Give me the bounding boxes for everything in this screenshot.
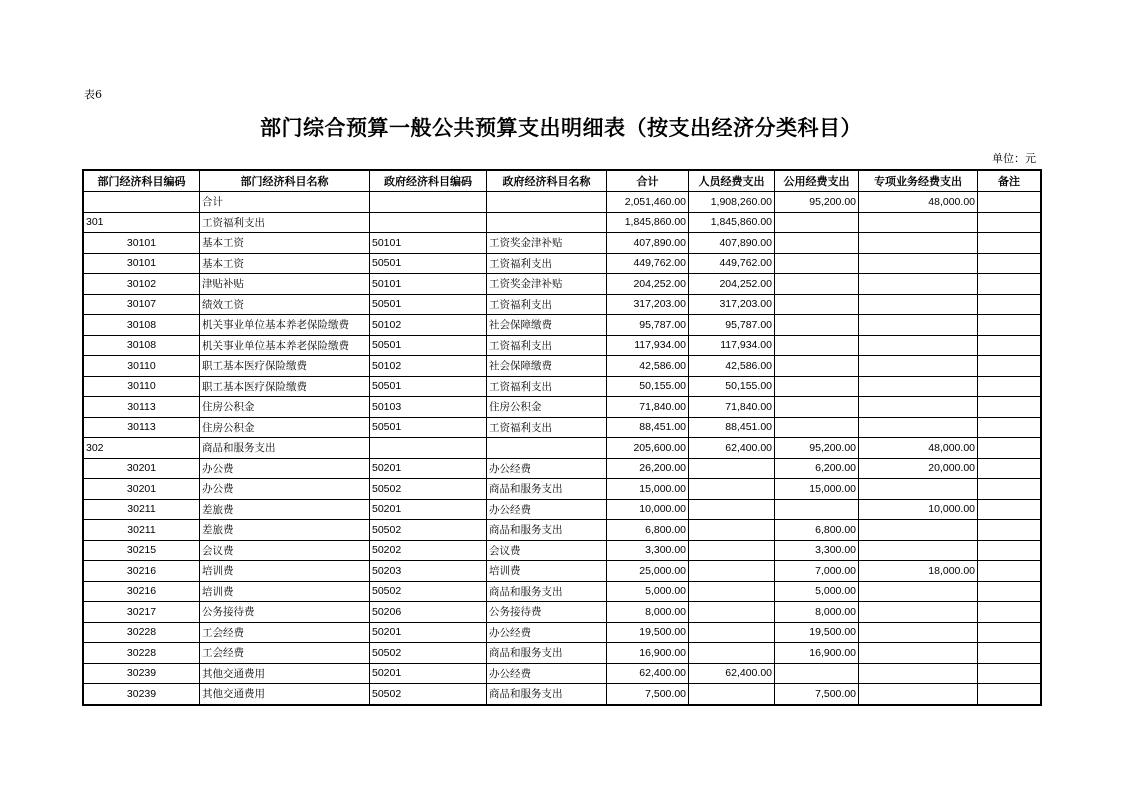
cell-total: 2,051,460.00 <box>607 192 689 213</box>
header-note: 备注 <box>978 171 1041 192</box>
cell-public: 6,200.00 <box>775 458 859 479</box>
cell-note <box>978 417 1041 438</box>
cell-dept-name: 差旅费 <box>200 499 370 520</box>
cell-gov-name: 商品和服务支出 <box>487 643 607 664</box>
cell-dept-name: 机关事业单位基本养老保险缴费 <box>200 315 370 336</box>
cell-gov-code: 50201 <box>370 499 487 520</box>
cell-public: 3,300.00 <box>775 540 859 561</box>
cell-public <box>775 356 859 377</box>
cell-dept-name: 培训费 <box>200 561 370 582</box>
cell-public: 19,500.00 <box>775 622 859 643</box>
cell-total: 19,500.00 <box>607 622 689 643</box>
cell-dept-code: 30110 <box>84 356 200 377</box>
cell-dept-name: 培训费 <box>200 581 370 602</box>
cell-personnel: 204,252.00 <box>689 274 775 295</box>
cell-public <box>775 376 859 397</box>
cell-total: 62,400.00 <box>607 663 689 684</box>
cell-dept-code: 301 <box>84 212 200 233</box>
cell-public <box>775 294 859 315</box>
cell-total: 317,203.00 <box>607 294 689 315</box>
cell-special <box>859 581 978 602</box>
cell-special <box>859 417 978 438</box>
cell-note <box>978 253 1041 274</box>
cell-total: 50,155.00 <box>607 376 689 397</box>
header-public: 公用经费支出 <box>775 171 859 192</box>
cell-note <box>978 315 1041 336</box>
cell-special <box>859 684 978 705</box>
cell-dept-code: 30108 <box>84 315 200 336</box>
cell-gov-code: 50501 <box>370 253 487 274</box>
cell-gov-name: 工资福利支出 <box>487 253 607 274</box>
table-row <box>84 376 1041 397</box>
cell-gov-code: 50101 <box>370 274 487 295</box>
cell-dept-code: 30101 <box>84 233 200 254</box>
cell-personnel <box>689 602 775 623</box>
cell-note <box>978 622 1041 643</box>
cell-special <box>859 376 978 397</box>
cell-dept-name: 差旅费 <box>200 520 370 541</box>
header-total: 合计 <box>607 171 689 192</box>
cell-personnel: 62,400.00 <box>689 438 775 459</box>
cell-special <box>859 335 978 356</box>
table-row <box>84 622 1041 643</box>
table-number: 表6 <box>84 88 102 101</box>
cell-dept-name: 商品和服务支出 <box>200 438 370 459</box>
cell-dept-code: 30228 <box>84 622 200 643</box>
cell-gov-name: 办公经费 <box>487 663 607 684</box>
cell-note <box>978 274 1041 295</box>
cell-personnel <box>689 622 775 643</box>
table-row <box>84 458 1041 479</box>
cell-public <box>775 212 859 233</box>
cell-special <box>859 540 978 561</box>
table-row <box>84 499 1041 520</box>
cell-gov-name: 商品和服务支出 <box>487 520 607 541</box>
cell-gov-name: 住房公积金 <box>487 397 607 418</box>
cell-note <box>978 643 1041 664</box>
cell-gov-name: 工资奖金津补贴 <box>487 233 607 254</box>
header-gov-name: 政府经济科目名称 <box>487 171 607 192</box>
cell-total: 407,890.00 <box>607 233 689 254</box>
cell-special <box>859 622 978 643</box>
cell-total: 42,586.00 <box>607 356 689 377</box>
cell-public <box>775 335 859 356</box>
page-title: 部门综合预算一般公共预算支出明细表（按支出经济分类科目） <box>260 116 862 140</box>
cell-public: 95,200.00 <box>775 192 859 213</box>
cell-public <box>775 274 859 295</box>
cell-note <box>978 192 1041 213</box>
cell-note <box>978 335 1041 356</box>
cell-gov-code: 50501 <box>370 335 487 356</box>
cell-gov-code: 50103 <box>370 397 487 418</box>
cell-dept-name: 机关事业单位基本养老保险缴费 <box>200 335 370 356</box>
cell-gov-name: 公务接待费 <box>487 602 607 623</box>
cell-total: 449,762.00 <box>607 253 689 274</box>
cell-note <box>978 212 1041 233</box>
cell-public: 15,000.00 <box>775 479 859 500</box>
cell-personnel: 42,586.00 <box>689 356 775 377</box>
cell-dept-name: 办公费 <box>200 458 370 479</box>
cell-special <box>859 520 978 541</box>
cell-public <box>775 233 859 254</box>
cell-gov-name: 会议费 <box>487 540 607 561</box>
cell-total: 95,787.00 <box>607 315 689 336</box>
cell-total: 5,000.00 <box>607 581 689 602</box>
cell-dept-name: 合计 <box>200 192 370 213</box>
table-row <box>84 335 1041 356</box>
table-row <box>84 315 1041 336</box>
cell-personnel: 117,934.00 <box>689 335 775 356</box>
cell-dept-code: 30201 <box>84 458 200 479</box>
cell-special <box>859 212 978 233</box>
cell-note <box>978 520 1041 541</box>
cell-gov-name <box>487 192 607 213</box>
cell-personnel: 88,451.00 <box>689 417 775 438</box>
cell-gov-code: 50502 <box>370 581 487 602</box>
cell-gov-code: 50502 <box>370 643 487 664</box>
cell-gov-name: 工资福利支出 <box>487 376 607 397</box>
cell-gov-code: 50102 <box>370 356 487 377</box>
cell-total: 8,000.00 <box>607 602 689 623</box>
cell-special <box>859 274 978 295</box>
cell-dept-name: 办公费 <box>200 479 370 500</box>
cell-note <box>978 376 1041 397</box>
unit-label: 单位：元 <box>992 152 1036 165</box>
cell-total: 15,000.00 <box>607 479 689 500</box>
cell-special: 10,000.00 <box>859 499 978 520</box>
total-row <box>84 192 1041 213</box>
cell-dept-name: 基本工资 <box>200 253 370 274</box>
table-row <box>84 397 1041 418</box>
cell-personnel: 95,787.00 <box>689 315 775 336</box>
cell-special <box>859 643 978 664</box>
cell-gov-name: 培训费 <box>487 561 607 582</box>
cell-total: 7,500.00 <box>607 684 689 705</box>
cell-personnel <box>689 479 775 500</box>
cell-total: 16,900.00 <box>607 643 689 664</box>
cell-total: 10,000.00 <box>607 499 689 520</box>
cell-dept-code: 30108 <box>84 335 200 356</box>
cell-dept-code: 30217 <box>84 602 200 623</box>
cell-total: 71,840.00 <box>607 397 689 418</box>
table-row <box>84 274 1041 295</box>
cell-dept-code: 30201 <box>84 479 200 500</box>
cell-personnel <box>689 520 775 541</box>
group-row <box>84 212 1041 233</box>
cell-personnel: 50,155.00 <box>689 376 775 397</box>
table-row <box>84 581 1041 602</box>
cell-gov-code: 50101 <box>370 233 487 254</box>
cell-gov-code: 50502 <box>370 479 487 500</box>
cell-note <box>978 684 1041 705</box>
cell-total: 88,451.00 <box>607 417 689 438</box>
cell-personnel <box>689 540 775 561</box>
cell-gov-code: 50501 <box>370 417 487 438</box>
cell-public: 95,200.00 <box>775 438 859 459</box>
cell-gov-code: 50201 <box>370 663 487 684</box>
cell-gov-name: 社会保障缴费 <box>487 315 607 336</box>
cell-dept-name: 其他交通费用 <box>200 684 370 705</box>
cell-note <box>978 499 1041 520</box>
cell-total: 1,845,860.00 <box>607 212 689 233</box>
cell-public: 8,000.00 <box>775 602 859 623</box>
cell-gov-code <box>370 212 487 233</box>
cell-public <box>775 397 859 418</box>
table-row <box>84 417 1041 438</box>
cell-total: 26,200.00 <box>607 458 689 479</box>
cell-special <box>859 315 978 336</box>
cell-personnel <box>689 561 775 582</box>
table-row <box>84 356 1041 377</box>
cell-gov-name: 工资福利支出 <box>487 417 607 438</box>
cell-total: 204,252.00 <box>607 274 689 295</box>
cell-dept-name: 职工基本医疗保险缴费 <box>200 376 370 397</box>
table-row <box>84 540 1041 561</box>
cell-gov-name: 商品和服务支出 <box>487 581 607 602</box>
cell-public: 7,500.00 <box>775 684 859 705</box>
cell-special: 20,000.00 <box>859 458 978 479</box>
cell-total: 117,934.00 <box>607 335 689 356</box>
cell-dept-code: 30228 <box>84 643 200 664</box>
cell-dept-code: 30216 <box>84 581 200 602</box>
cell-note <box>978 438 1041 459</box>
cell-dept-name: 工资福利支出 <box>200 212 370 233</box>
group-row <box>84 438 1041 459</box>
cell-public <box>775 315 859 336</box>
table-row <box>84 643 1041 664</box>
cell-public <box>775 499 859 520</box>
cell-public: 6,800.00 <box>775 520 859 541</box>
cell-personnel: 71,840.00 <box>689 397 775 418</box>
cell-special <box>859 602 978 623</box>
cell-special: 18,000.00 <box>859 561 978 582</box>
cell-note <box>978 356 1041 377</box>
cell-gov-name: 社会保障缴费 <box>487 356 607 377</box>
cell-public: 5,000.00 <box>775 581 859 602</box>
cell-dept-name: 绩效工资 <box>200 294 370 315</box>
cell-gov-name: 商品和服务支出 <box>487 684 607 705</box>
cell-dept-name: 住房公积金 <box>200 417 370 438</box>
cell-dept-code: 30113 <box>84 417 200 438</box>
cell-dept-name: 公务接待费 <box>200 602 370 623</box>
cell-note <box>978 540 1041 561</box>
header-row <box>84 171 1041 192</box>
cell-personnel <box>689 458 775 479</box>
cell-gov-name: 工资福利支出 <box>487 335 607 356</box>
budget-table <box>83 170 1041 705</box>
cell-gov-code: 50502 <box>370 684 487 705</box>
cell-gov-code: 50206 <box>370 602 487 623</box>
cell-dept-name: 其他交通费用 <box>200 663 370 684</box>
cell-gov-code: 50501 <box>370 294 487 315</box>
table-row <box>84 602 1041 623</box>
header-dept-code: 部门经济科目编码 <box>84 171 200 192</box>
cell-note <box>978 663 1041 684</box>
cell-gov-name: 工资福利支出 <box>487 294 607 315</box>
cell-personnel: 407,890.00 <box>689 233 775 254</box>
cell-dept-name: 住房公积金 <box>200 397 370 418</box>
cell-note <box>978 397 1041 418</box>
cell-note <box>978 561 1041 582</box>
cell-gov-code: 50203 <box>370 561 487 582</box>
cell-personnel <box>689 643 775 664</box>
table-row <box>84 479 1041 500</box>
cell-special <box>859 356 978 377</box>
cell-total: 205,600.00 <box>607 438 689 459</box>
cell-dept-code: 30110 <box>84 376 200 397</box>
cell-note <box>978 294 1041 315</box>
cell-note <box>978 233 1041 254</box>
cell-special <box>859 397 978 418</box>
cell-personnel: 317,203.00 <box>689 294 775 315</box>
cell-personnel <box>689 581 775 602</box>
cell-dept-code: 30101 <box>84 253 200 274</box>
cell-gov-code <box>370 438 487 459</box>
cell-dept-code: 30107 <box>84 294 200 315</box>
cell-gov-name: 商品和服务支出 <box>487 479 607 500</box>
cell-dept-code: 30211 <box>84 520 200 541</box>
table-row <box>84 561 1041 582</box>
cell-gov-code: 50202 <box>370 540 487 561</box>
cell-personnel: 449,762.00 <box>689 253 775 274</box>
cell-note <box>978 479 1041 500</box>
cell-dept-code: 30239 <box>84 684 200 705</box>
cell-gov-name: 工资奖金津补贴 <box>487 274 607 295</box>
cell-personnel <box>689 499 775 520</box>
table-row <box>84 684 1041 705</box>
cell-special: 48,000.00 <box>859 438 978 459</box>
cell-dept-name: 职工基本医疗保险缴费 <box>200 356 370 377</box>
cell-dept-name: 工会经费 <box>200 622 370 643</box>
cell-dept-code: 30211 <box>84 499 200 520</box>
cell-total: 25,000.00 <box>607 561 689 582</box>
cell-public: 7,000.00 <box>775 561 859 582</box>
cell-public: 16,900.00 <box>775 643 859 664</box>
cell-special <box>859 479 978 500</box>
cell-gov-code: 50102 <box>370 315 487 336</box>
cell-dept-code: 30102 <box>84 274 200 295</box>
cell-dept-code <box>84 192 200 213</box>
cell-dept-name: 会议费 <box>200 540 370 561</box>
cell-personnel <box>689 684 775 705</box>
header-dept-name: 部门经济科目名称 <box>200 171 370 192</box>
cell-dept-name: 工会经费 <box>200 643 370 664</box>
table-row <box>84 520 1041 541</box>
cell-special <box>859 663 978 684</box>
cell-note <box>978 581 1041 602</box>
header-gov-code: 政府经济科目编码 <box>370 171 487 192</box>
cell-personnel: 1,845,860.00 <box>689 212 775 233</box>
cell-special <box>859 294 978 315</box>
cell-personnel: 1,908,260.00 <box>689 192 775 213</box>
cell-total: 6,800.00 <box>607 520 689 541</box>
cell-special: 48,000.00 <box>859 192 978 213</box>
cell-total: 3,300.00 <box>607 540 689 561</box>
cell-gov-name: 办公经费 <box>487 622 607 643</box>
cell-dept-name: 津贴补贴 <box>200 274 370 295</box>
table-row <box>84 663 1041 684</box>
cell-dept-name: 基本工资 <box>200 233 370 254</box>
cell-special <box>859 253 978 274</box>
cell-gov-code: 50502 <box>370 520 487 541</box>
cell-gov-name <box>487 212 607 233</box>
cell-public <box>775 417 859 438</box>
cell-note <box>978 458 1041 479</box>
cell-note <box>978 602 1041 623</box>
cell-gov-code: 50501 <box>370 376 487 397</box>
cell-dept-code: 302 <box>84 438 200 459</box>
cell-personnel: 62,400.00 <box>689 663 775 684</box>
cell-dept-code: 30113 <box>84 397 200 418</box>
cell-gov-name <box>487 438 607 459</box>
cell-dept-code: 30239 <box>84 663 200 684</box>
cell-dept-code: 30215 <box>84 540 200 561</box>
cell-gov-code: 50201 <box>370 622 487 643</box>
table-row <box>84 253 1041 274</box>
cell-gov-name: 办公经费 <box>487 458 607 479</box>
cell-gov-code: 50201 <box>370 458 487 479</box>
table-row <box>84 294 1041 315</box>
header-special: 专项业务经费支出 <box>859 171 978 192</box>
cell-gov-code <box>370 192 487 213</box>
cell-special <box>859 233 978 254</box>
cell-public <box>775 663 859 684</box>
table-row <box>84 233 1041 254</box>
cell-dept-code: 30216 <box>84 561 200 582</box>
cell-public <box>775 253 859 274</box>
header-personnel: 人员经费支出 <box>689 171 775 192</box>
cell-gov-name: 办公经费 <box>487 499 607 520</box>
